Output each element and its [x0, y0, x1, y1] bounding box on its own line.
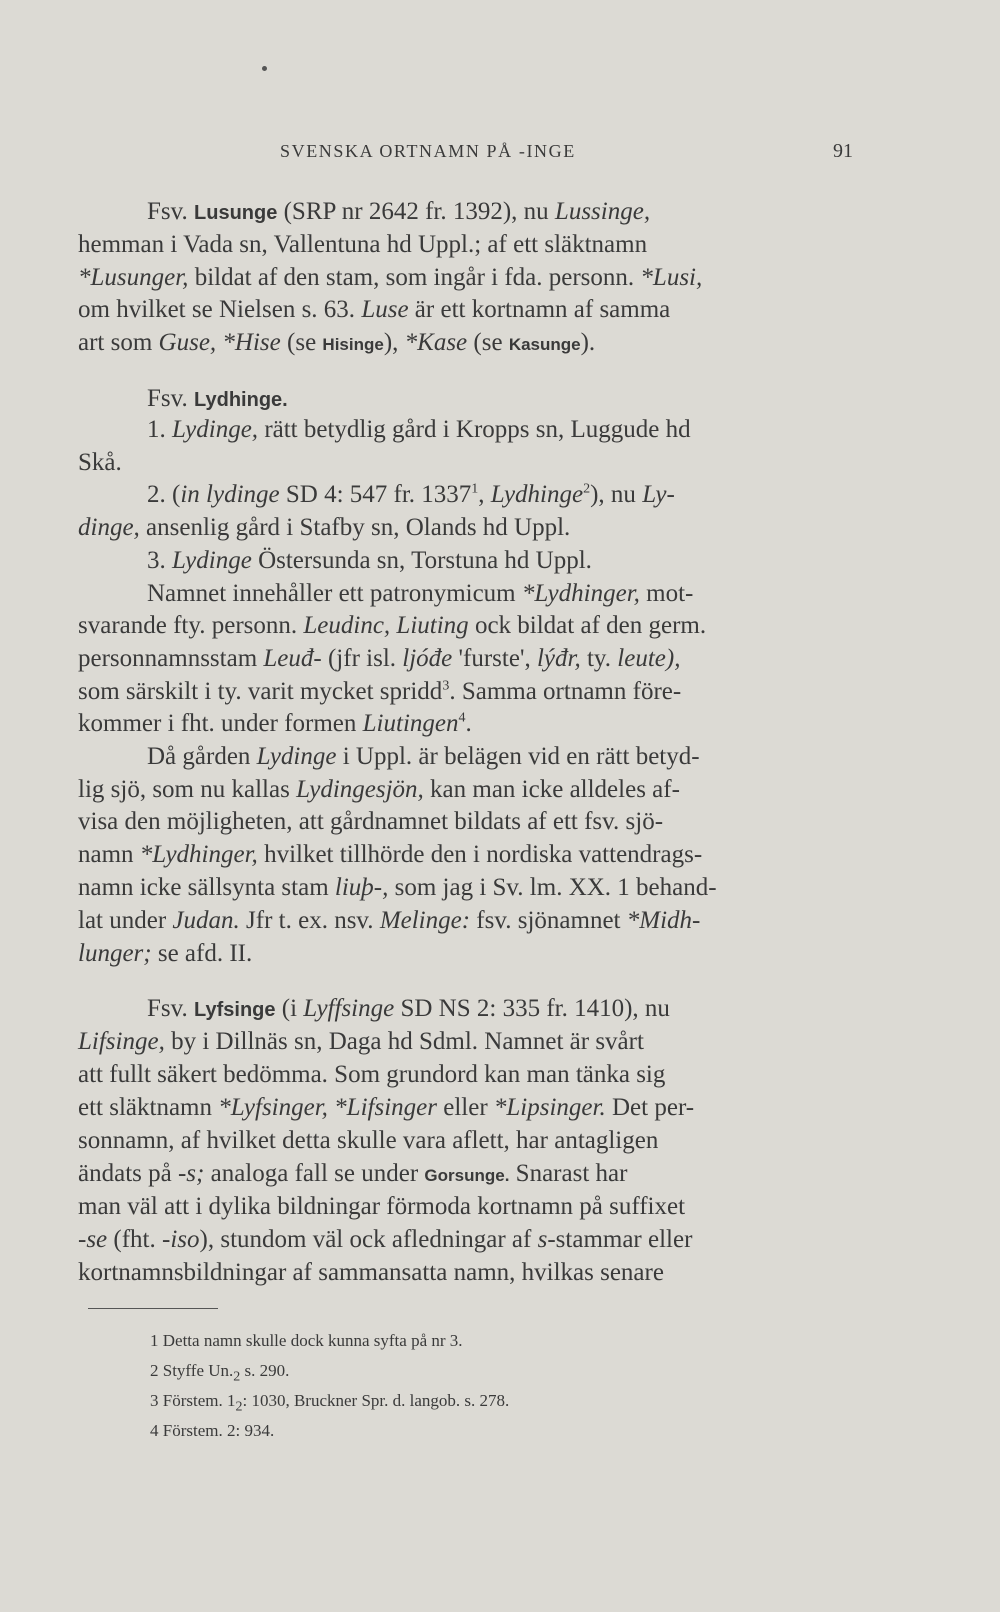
text-line — [78, 643, 680, 675]
text-run: rätt betydlig gård i Kropps sn, Luggude hd — [258, 416, 691, 443]
text-run: ett släktnamn — [78, 1094, 219, 1121]
text-run: (fht. — [107, 1226, 163, 1253]
cross-reference: Gorsunge. — [424, 1166, 510, 1185]
text-run: ty. — [580, 645, 618, 672]
text-line — [78, 512, 570, 544]
text-run: Då gården — [147, 743, 257, 770]
text-run: 2 Styffe Un. — [150, 1361, 234, 1380]
text-run: 'furste', — [452, 645, 537, 672]
text-line: sonnamn, af hvilket detta skulle vara aflett, har antagligen — [78, 1127, 659, 1154]
text-line — [78, 610, 706, 642]
text-line — [147, 383, 288, 416]
text-line: kortnamnsbildningar af sammansatta namn, hvilkas senare — [78, 1259, 664, 1286]
text-run: (SRP nr 2642 fr. 1392), nu — [277, 198, 555, 225]
text-line — [78, 294, 670, 326]
text-run: 3. — [147, 547, 172, 574]
italic-run: *Lusunger, — [78, 264, 189, 291]
italic-run: *Lyfsinger, *Lifsinger — [218, 1094, 437, 1121]
text-run: namn — [78, 841, 140, 868]
italic-run: *Midh- — [626, 907, 701, 934]
text-run: eller — [436, 1094, 494, 1121]
text-run: lat under — [78, 907, 173, 934]
text-run: ansenlig gård i Stafby sn, Olands hd Uppl. — [139, 514, 571, 541]
italic-run: -se — [78, 1226, 108, 1253]
italic-run: Leuđ- — [263, 645, 322, 672]
italic-run: Lydinge — [256, 743, 337, 770]
italic-run: Lydinge — [172, 547, 252, 574]
print-speck — [262, 66, 267, 71]
italic-run: Lydingesjön, — [296, 776, 424, 803]
page-number: 91 — [833, 140, 853, 162]
text-run: (i — [275, 995, 304, 1022]
italic-run: dinge, — [78, 514, 140, 541]
text-run: är ett kortnamn af samma — [408, 296, 671, 323]
text-run: hvilket tillhörde den i nordiska vattendrags- — [257, 841, 703, 868]
text-run: (jfr isl. — [321, 645, 403, 672]
cross-reference: Kasunge — [508, 335, 581, 354]
italic-run: s — [537, 1226, 548, 1253]
subscript: 2 — [235, 1399, 243, 1415]
text-run: ), stundom väl ock afledningar af — [199, 1226, 538, 1253]
text-run: (se — [280, 329, 323, 356]
text-run: (se — [467, 329, 509, 356]
cross-reference: Hisinge — [322, 335, 384, 354]
headword: Lyfsinge — [194, 999, 276, 1021]
italic-run: Lydinge, — [172, 416, 259, 443]
text-run: personnamnsstam — [78, 645, 264, 672]
text-line — [78, 676, 681, 708]
text-line: Skå. — [78, 449, 122, 476]
text-run: bildat af den stam, som ingår i fda. personn. — [188, 264, 641, 291]
text-run: lig sjö, som nu kallas — [78, 776, 297, 803]
text-line — [147, 741, 700, 773]
text-run: se afd. II. — [151, 940, 253, 967]
italic-run: ljóđe — [402, 645, 453, 672]
footnote-ref: 2 — [583, 481, 591, 497]
text-run: Namnet innehåller ett patronymicum — [147, 580, 522, 607]
text-line — [147, 479, 675, 511]
italic-run: Guse, *Hise — [158, 329, 281, 356]
footnote-ref: 1 — [471, 481, 479, 497]
text-run: som jag i Sv. lm. XX. 1 behand- — [388, 874, 717, 901]
text-line — [147, 578, 693, 610]
text-run: Fsv. — [147, 385, 195, 412]
text-run: analoga fall se under — [204, 1160, 425, 1187]
footnote: 1 Detta namn skulle dock kunna syfta på nr 3. — [150, 1331, 463, 1350]
text-run: svarande fty. personn. — [78, 612, 304, 639]
text-run: 3 Förstem. 1 — [150, 1391, 236, 1410]
text-line — [78, 1224, 692, 1256]
italic-run: -s; — [177, 1160, 205, 1187]
italic-run: Luse — [361, 296, 409, 323]
text-run: , — [478, 481, 491, 508]
italic-run: Lyffsinge — [303, 995, 395, 1022]
text-run: mot- — [639, 580, 694, 607]
text-line — [78, 327, 595, 361]
text-line: hemman i Vada sn, Vallentuna hd Uppl.; af ett släktnamn — [78, 231, 648, 258]
italic-run: Lussinge, — [554, 198, 651, 225]
text-run: kan man icke alldeles af- — [423, 776, 680, 803]
footnote — [150, 1390, 510, 1415]
text-run: 1. — [147, 416, 172, 443]
italic-run: Melinge: — [379, 907, 471, 934]
text-run: 2. ( — [147, 481, 181, 508]
text-run: fsv. sjönamnet — [470, 907, 627, 934]
text-line: visa den möjligheten, att gårdnamnet bildats af ett fsv. sjö- — [78, 808, 664, 835]
italic-run: Judan. — [172, 907, 240, 934]
text-run: namn icke sällsynta stam — [78, 874, 335, 901]
italic-run: Lydhinge — [490, 481, 584, 508]
text-line — [78, 774, 680, 806]
italic-run: *Kase — [404, 329, 468, 356]
footnote — [150, 1360, 290, 1385]
text-run: ändats på — [78, 1160, 178, 1187]
text-run: Det per- — [605, 1094, 695, 1121]
text-line — [78, 262, 702, 294]
text-run: Jfr t. ex. nsv. — [239, 907, 380, 934]
italic-run: lunger; — [78, 940, 152, 967]
italic-run: Leudinc, Liuting — [303, 612, 469, 639]
italic-run: leute), — [617, 645, 681, 672]
text-run: ock bildat af den germ. — [468, 612, 707, 639]
text-line — [147, 545, 592, 577]
italic-run: Liutingen — [362, 710, 459, 737]
text-run: SD NS 2: 335 fr. 1410), nu — [394, 995, 670, 1022]
italic-run: *Lusi, — [640, 264, 703, 291]
text-run: Fsv. — [147, 198, 195, 225]
text-line — [78, 1158, 627, 1192]
footnote-rule — [88, 1308, 218, 1309]
text-run: ). — [580, 329, 596, 356]
text-line — [78, 839, 702, 871]
text-run: om hvilket se Nielsen s. 63. — [78, 296, 362, 323]
text-line — [147, 414, 691, 446]
text-line — [147, 196, 650, 229]
text-run: -stammar eller — [547, 1226, 693, 1253]
text-run: kommer i fht. under formen — [78, 710, 363, 737]
text-line — [78, 905, 700, 937]
italic-run: *Lydhinger, — [521, 580, 640, 607]
text-run: ), nu — [590, 481, 643, 508]
text-run: ), — [383, 329, 405, 356]
italic-run: *Lipsinger. — [493, 1094, 606, 1121]
text-run: som särskilt i ty. varit mycket spridd — [78, 678, 443, 705]
italic-run: lýđr, — [536, 645, 581, 672]
text-line — [78, 1026, 644, 1058]
italic-run: -iso — [162, 1226, 200, 1253]
italic-run: Lifsinge, — [78, 1028, 165, 1055]
italic-run: liuþ-, — [334, 874, 389, 901]
text-run: : 1030, Bruckner Spr. d. langob. s. 278. — [242, 1391, 510, 1410]
text-run: . Samma ortnamn före- — [449, 678, 682, 705]
italic-run: in lydinge — [180, 481, 280, 508]
headword: Lydhinge. — [194, 389, 288, 411]
text-run: SD 4: 547 fr. 1337 — [279, 481, 472, 508]
italic-run: Ly- — [642, 481, 675, 508]
text-run: Fsv. — [147, 995, 195, 1022]
text-run: . — [465, 710, 472, 737]
footnote-ref: 3 — [442, 678, 450, 694]
italic-run: *Lydhinger, — [139, 841, 258, 868]
footnote-ref: 4 — [458, 710, 466, 726]
text-run: i Uppl. är belägen vid en rätt betyd- — [336, 743, 700, 770]
text-line — [78, 938, 252, 970]
text-line: att fullt säkert bedömma. Som grundord kan man tänka sig — [78, 1061, 666, 1088]
text-line — [78, 708, 472, 740]
text-run: by i Dillnäs sn, Daga hd Sdml. Namnet är svårt — [164, 1028, 644, 1055]
text-run: Östersunda sn, Torstuna hd Uppl. — [251, 547, 592, 574]
text-line — [78, 1092, 694, 1124]
text-run: art som — [78, 329, 159, 356]
text-line — [78, 872, 717, 904]
footnote: 4 Förstem. 2: 934. — [150, 1421, 275, 1440]
headword: Lusunge — [194, 202, 278, 224]
text-run: Snarast har — [509, 1160, 628, 1187]
text-line — [147, 993, 670, 1026]
text-line: man väl att i dylika bildningar förmoda kortnamn på suffixet — [78, 1193, 686, 1220]
subscript: 2 — [233, 1369, 241, 1385]
text-run: s. 290. — [240, 1361, 290, 1380]
running-head: SVENSKA ORTNAMN PÅ -INGE — [280, 141, 576, 161]
